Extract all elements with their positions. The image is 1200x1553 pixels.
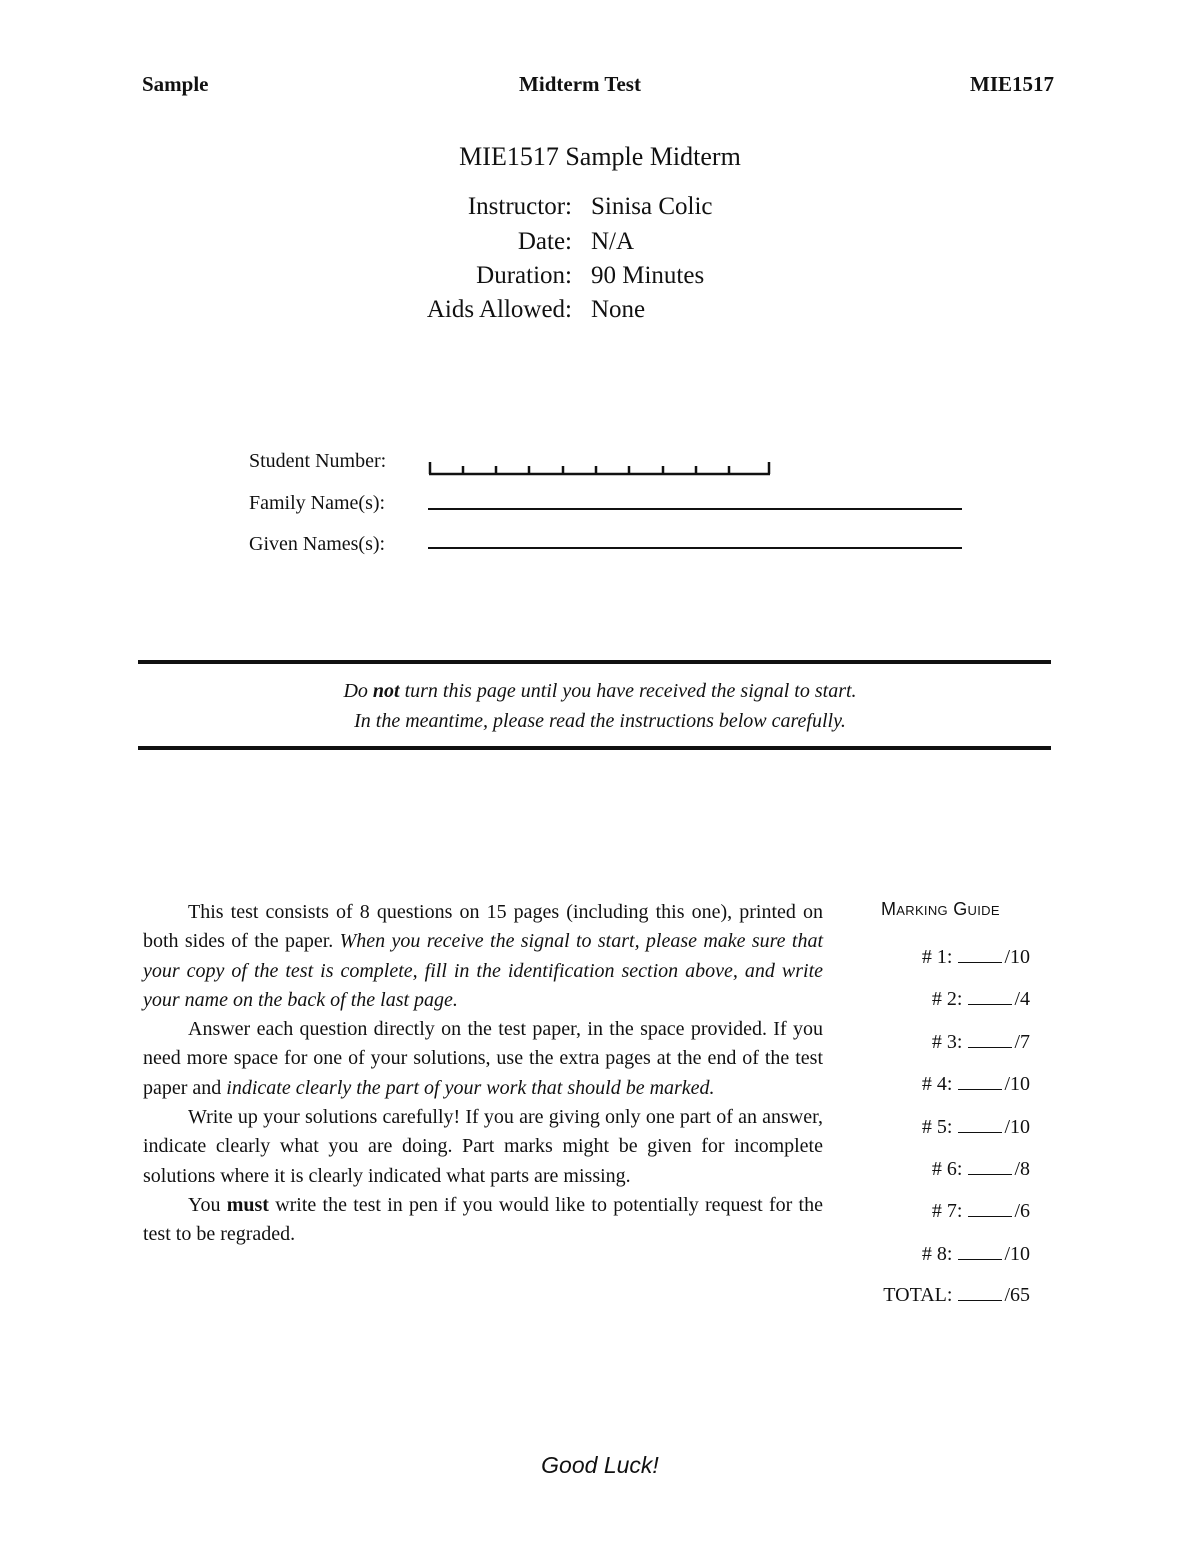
max-score: /4 (1014, 988, 1030, 1010)
marking-guide-total-row (860, 1284, 1030, 1307)
good-luck-footer: Good Luck! (541, 1452, 659, 1478)
instruction-paragraph-2 (143, 1015, 823, 1103)
header-right: MIE1517 (970, 72, 1054, 96)
max-score: /10 (1004, 1243, 1030, 1265)
instruction-paragraph-3: Write up your solutions carefully! If you are giving only one part of an answer, indicate clearly what you are doing. Part marks might be given for incomplete solutions where it is clearly indicated what parts are missing. (143, 1106, 823, 1187)
instruction-emphasis: must (226, 1193, 269, 1216)
header-left: Sample (142, 72, 209, 96)
instruction-text: Answer each question directly on the test paper, in the space provided. If you need more space for one of your solutions, use the extra pages at the end of the test paper and (143, 1018, 823, 1099)
score-blank (958, 1284, 1002, 1301)
notice-text: turn this page until you have received the signal to start. (399, 680, 857, 702)
instruction-text: write the test in pen if you would like to potentially request for the test to be regraded. (143, 1193, 823, 1246)
info-label-aids: Aids Allowed: (426, 296, 572, 323)
page-title: MIE1517 Sample Midterm (459, 142, 741, 171)
instruction-text: You (188, 1193, 227, 1216)
question-label: # 3: (931, 1031, 963, 1053)
marking-guide-row (860, 1073, 1030, 1096)
total-label: TOTAL: (883, 1284, 953, 1306)
info-label-instructor: Instructor: (467, 193, 572, 220)
max-score: /6 (1014, 1200, 1030, 1222)
instruction-paragraph-4 (143, 1191, 823, 1250)
notice-text: Do (343, 680, 373, 702)
marking-guide-title: Marking Guide (881, 899, 1000, 919)
instruction-paragraph-1 (143, 898, 823, 1015)
marking-guide-row (860, 988, 1030, 1011)
max-score: /65 (1004, 1284, 1030, 1306)
marking-guide-row (860, 1116, 1030, 1139)
info-value-date: N/A (591, 228, 635, 255)
info-value-duration: 90 Minutes (591, 262, 705, 289)
student-number-field[interactable] (428, 458, 772, 478)
score-blank (958, 1073, 1002, 1090)
student-number-label: Student Number: (249, 450, 387, 472)
notice-bottom-rule (138, 746, 1051, 750)
instruction-text: This test consists of 8 questions on 15 pages (including this one), printed on both sides of the paper. (143, 901, 823, 953)
info-value-aids: None (591, 296, 646, 323)
score-blank (958, 946, 1002, 963)
given-names-label: Given Names(s): (249, 533, 386, 555)
score-blank (958, 1243, 1002, 1260)
family-name-label: Family Name(s): (249, 492, 386, 514)
notice-top-rule (138, 660, 1051, 664)
max-score: /10 (1004, 1116, 1030, 1138)
info-label-date: Date: (517, 228, 572, 255)
info-value-instructor: Sinisa Colic (591, 193, 713, 220)
marking-guide-row (860, 1031, 1030, 1054)
notice-emphasis: not (372, 680, 400, 702)
max-score: /8 (1014, 1158, 1030, 1180)
max-score: /10 (1004, 946, 1030, 968)
score-blank (968, 1158, 1012, 1175)
notice-line-1 (0, 680, 1200, 703)
question-label: # 7: (931, 1200, 963, 1222)
score-blank (968, 988, 1012, 1005)
marking-guide-row (860, 1200, 1030, 1223)
question-label: # 4: (921, 1073, 953, 1095)
score-blank (968, 1200, 1012, 1217)
question-label: # 1: (921, 946, 953, 968)
given-names-field[interactable] (428, 547, 962, 549)
instruction-emphasis: indicate clearly the part of your work that should be marked. (226, 1076, 715, 1099)
max-score: /10 (1004, 1073, 1030, 1095)
family-name-field[interactable] (428, 508, 962, 510)
score-blank (968, 1031, 1012, 1048)
marking-guide-row (860, 1243, 1030, 1266)
notice-line-2: In the meantime, please read the instructions below carefully. (354, 710, 846, 732)
instruction-emphasis: When you receive the signal to start, please make sure that your copy of the test is complete, fill in the identification section above, and write your name on the back of the last page. (143, 930, 823, 1011)
question-label: # 6: (931, 1158, 963, 1180)
question-label: # 2: (931, 988, 963, 1010)
header-center: Midterm Test (519, 72, 641, 96)
question-label: # 8: (921, 1243, 953, 1265)
info-label-duration: Duration: (476, 262, 572, 289)
marking-guide-row (860, 1158, 1030, 1181)
score-blank (958, 1116, 1002, 1133)
instructions (143, 898, 823, 1250)
marking-guide-row (860, 946, 1030, 969)
question-label: # 5: (921, 1116, 953, 1138)
max-score: /7 (1014, 1031, 1030, 1053)
